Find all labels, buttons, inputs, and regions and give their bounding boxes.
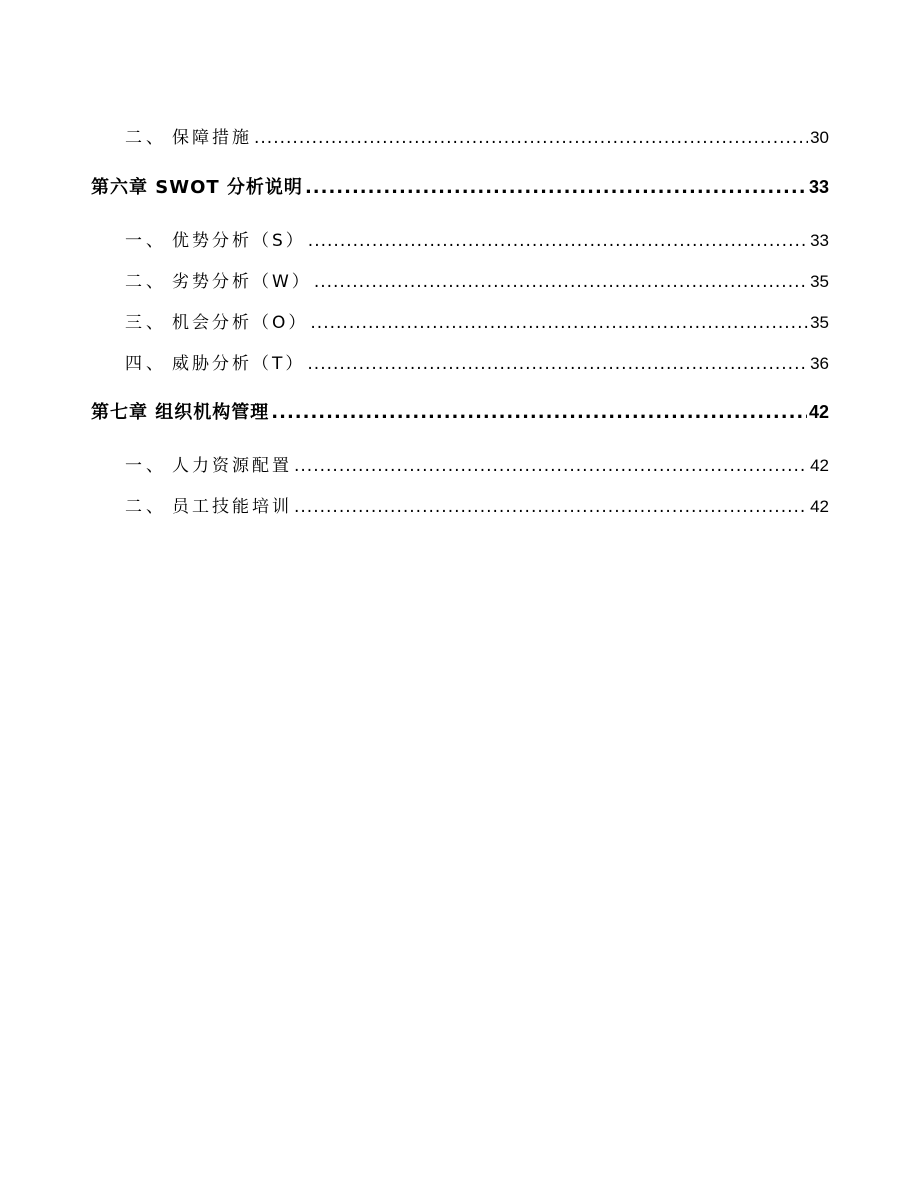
toc-dot-leader <box>310 313 808 333</box>
toc-entry-number: 三、 <box>125 313 167 333</box>
toc-entry-title: 保障措施 <box>172 128 252 148</box>
toc-entry-number: 二、 <box>125 272 167 292</box>
toc-chapter-page: 42 <box>808 402 829 422</box>
toc-entry-page: 42 <box>810 456 829 475</box>
toc-entry-title: 员工技能培训 <box>172 497 292 517</box>
toc-dot-leader <box>314 272 808 292</box>
toc-dot-leader <box>308 231 808 251</box>
toc-chapter-title: 第七章 组织机构管理 <box>91 402 270 423</box>
toc-entry-number: 四、 <box>125 354 167 374</box>
toc-entry-title: 人力资源配置 <box>172 456 292 476</box>
toc-dot-leader <box>305 177 807 198</box>
toc-entry-page: 36 <box>810 354 829 373</box>
toc-dot-leader <box>254 128 808 148</box>
toc-chapter-page: 33 <box>808 177 829 197</box>
toc-entry-page: 42 <box>810 497 829 516</box>
toc-entry-weaknesses[interactable] <box>125 267 829 291</box>
toc-entry-number: 一、 <box>125 231 167 251</box>
toc-entry-page: 30 <box>810 128 829 147</box>
toc-chapter-seven-organization[interactable] <box>91 398 829 424</box>
toc-dot-leader <box>271 402 807 423</box>
toc-entry-human-resources[interactable] <box>125 451 829 475</box>
toc-entry-title: 劣势分析（W） <box>172 272 312 292</box>
toc-entry-strengths[interactable] <box>125 226 829 250</box>
toc-entry-staff-training[interactable] <box>125 492 829 516</box>
toc-entry-opportunities[interactable] <box>125 308 829 332</box>
toc-entry-page: 35 <box>810 272 829 291</box>
toc-chapter-title: 第六章 SWOT 分析说明 <box>91 177 303 198</box>
toc-entry-page: 35 <box>810 313 829 332</box>
toc-dot-leader <box>294 456 808 476</box>
toc-entry-safeguard-measures[interactable] <box>125 123 829 147</box>
toc-entry-number: 二、 <box>125 128 167 148</box>
toc-entry-title: 机会分析（O） <box>172 313 309 333</box>
toc-entry-number: 一、 <box>125 456 167 476</box>
toc-entry-title: 优势分析（S） <box>172 231 306 251</box>
toc-entry-page: 33 <box>810 231 829 250</box>
toc-entry-number: 二、 <box>125 497 167 517</box>
toc-entry-title: 威胁分析（T） <box>172 354 306 374</box>
toc-dot-leader <box>294 497 808 517</box>
toc-dot-leader <box>307 354 808 374</box>
toc-chapter-six-swot[interactable] <box>91 173 829 199</box>
toc-entry-threats[interactable] <box>125 349 829 373</box>
